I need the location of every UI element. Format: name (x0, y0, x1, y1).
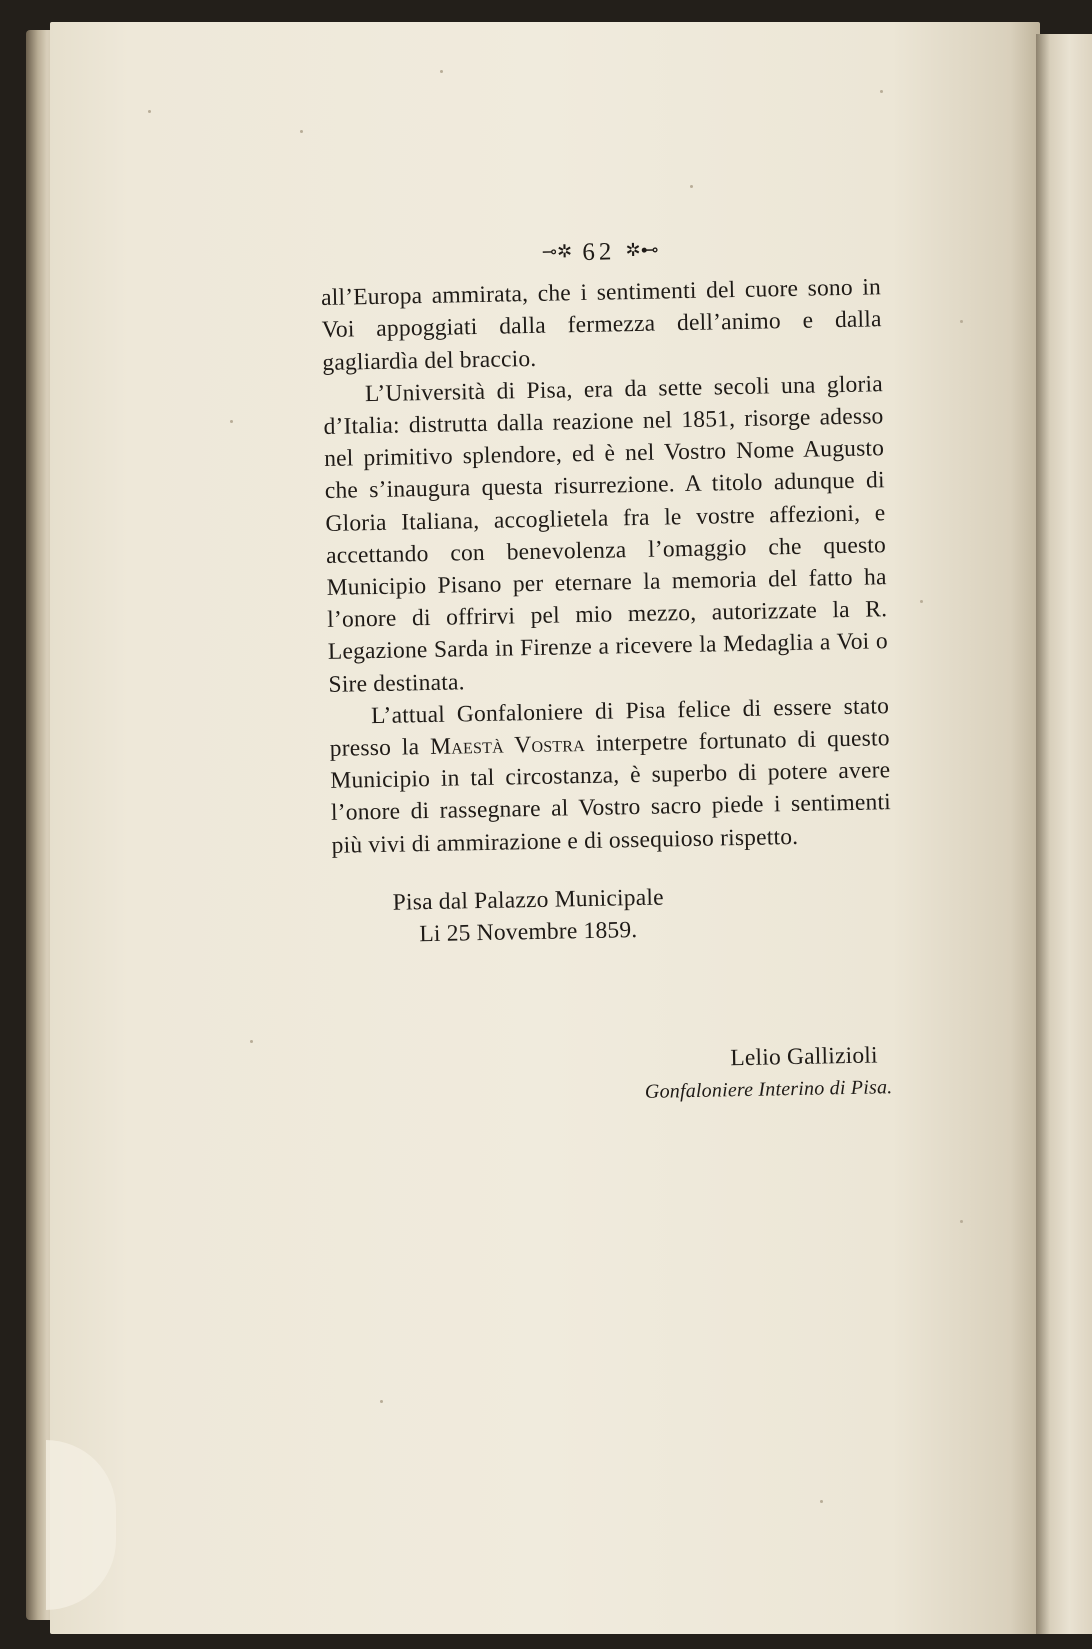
signature-title: Gonfaloniere Interino di Pisa. (644, 1076, 893, 1104)
closing-place: Pisa dal Palazzo Municipale (392, 884, 664, 916)
paragraph-3-start: L’attual Gonfaloniere di Pisa felice di essere stato presso la (329, 693, 890, 762)
paragraph-2: L’Università di Pisa, era da sette secoli una gloria d’Italia: distrutta dalla reazione nel 1851, risorge adesso nel primitivo splendore, ed è nel Vostro Nome Augusto che s’inaugura questa risurrezione. A titolo adunque di Gloria Italiana, accoglietela fra le vostre affezioni, e accettando con benevolenza l’omaggio che questo Municipio Pisano per eternare la memoria del fatto ha l’onore di offrirvi pel mio mezzo, autorizzate la R. Legazione Sarda in Firenze a ricevere la Medaglia a Voi o Sire destinata. (323, 371, 889, 698)
paragraph-3-end: interpetre fortunato di questo Municipio in tal circostanza, è superbo di potere avere l’onore di rassegnare al Vostro sacro piede i sentimenti più vivi di ammirazione e di ossequioso rispetto. (330, 725, 892, 859)
maesta-vostra-smallcaps: Maestà Vostra (429, 731, 586, 761)
signature-name: Lelio Gallizioli (730, 1042, 879, 1072)
page-number: 62 (582, 238, 616, 266)
next-page-edge (1036, 34, 1092, 1634)
paragraph-3 (329, 690, 892, 862)
ornament-right-icon: ✲⊷ (625, 239, 659, 261)
closing-date: Li 25 Novembre 1859. (419, 917, 638, 948)
page-text (320, 229, 897, 1114)
paragraph-1: all’Europa ammirata, che i sentimenti del cuore sono in Voi appoggiati dalla fermezza dell’animo e dalla gagliardìa del braccio. (320, 274, 882, 376)
ornament-left-icon: ⊸✲ (541, 241, 573, 262)
